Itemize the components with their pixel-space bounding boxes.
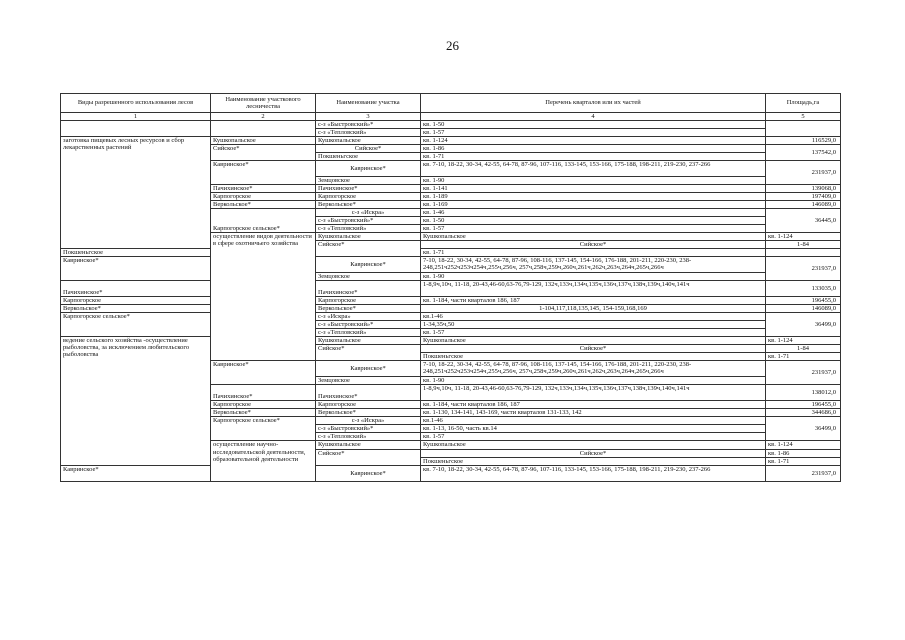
- quarters-cell: кв. 1-57: [421, 129, 766, 137]
- column-number: 5: [766, 113, 841, 121]
- plot-cell: Кушкопальское: [421, 441, 766, 449]
- forestry-cell: Карпогорское сельское*: [211, 209, 316, 233]
- forestry-cell: Кавринское*: [211, 361, 316, 385]
- header-use-type: Виды разрешенного использования лесов: [61, 94, 211, 113]
- quarters-cell: кв. 1-71: [421, 249, 766, 257]
- quarters-cell: кв. 1-71: [421, 153, 766, 161]
- header-area: Площадь,га: [766, 94, 841, 113]
- area-cell: 197409,0: [766, 193, 841, 201]
- quarters-cell: 7-10, 18-22, 30-34, 42-55, 64-78, 87-96, 108-116, 137-145, 154-166, 176-188, 201-211, 220-230, 238-248,251ч252ч253ч254ч,255ч,256ч, 257ч,258ч,259ч,260ч,261ч,262ч,263ч,264ч,265ч,266ч: [421, 361, 766, 377]
- quarters-cell: кв. 1-86: [766, 449, 841, 457]
- forestry-cell: Карпогорское сельское*: [211, 417, 316, 441]
- area-cell: 146089,0: [766, 305, 841, 313]
- quarters-cell: кв. 1-124: [766, 337, 841, 345]
- area-cell: 146089,0: [766, 201, 841, 209]
- area-cell: 231937,0: [766, 361, 841, 385]
- area-cell: 231937,0: [766, 257, 841, 281]
- plot-cell: Кушкопальское: [421, 337, 766, 345]
- plot-cell: Кавринское*: [316, 161, 421, 177]
- quarters-cell: кв. 1-124: [421, 137, 766, 145]
- forestry-cell: Сийское*: [211, 145, 316, 161]
- plot-cell: с-з «Быстровский»*: [316, 425, 421, 433]
- plot-cell: Веркольское*: [316, 305, 421, 313]
- area-cell: 196455,0: [766, 401, 841, 409]
- quarters-cell: 1-8,9ч,10ч, 11-18, 20-43,46-60,63-76,79-129, 132ч,133ч,134ч,135ч,136ч,137ч,138ч,139ч,140ч,141ч: [421, 281, 766, 297]
- quarters-cell: кв. 1-57: [421, 433, 766, 441]
- forestry-cell: [211, 121, 316, 137]
- quarters-cell: кв. 1-50: [421, 121, 766, 129]
- plot-cell: Кушкопальское: [421, 233, 766, 241]
- forestry-cell: Сийское*: [316, 345, 421, 361]
- quarters-cell: кв. 1-184, части кварталов 186, 187: [421, 297, 766, 305]
- table-row: [61, 137, 841, 145]
- header-row: [61, 94, 841, 113]
- area-cell: 36445,0: [766, 209, 841, 233]
- column-number-row: [61, 113, 841, 121]
- plot-cell: Пачихинское*: [316, 385, 421, 401]
- plot-cell: Сийское*: [421, 345, 766, 353]
- use-type-cell: заготовка пищевых лесных ресурсов и сбор лекарственных растений: [61, 137, 211, 249]
- plot-cell: Кушкопальское: [316, 137, 421, 145]
- plot-cell: Сийское*: [316, 145, 421, 153]
- quarters-cell: 7-10, 18-22, 30-34, 42-55, 64-78, 87-96, 108-116, 137-145, 154-166, 176-188, 201-211, 220-230, 238-248,251ч252ч253ч254ч,255ч,256ч, 257ч,258ч,259ч,260ч,261ч,262ч,263ч,264ч,265ч,266ч: [421, 257, 766, 273]
- forestry-cell: Веркольское*: [211, 409, 316, 417]
- table-row: [61, 305, 841, 313]
- quarters-cell: 1-84: [766, 345, 841, 353]
- plot-cell: Земцовское: [316, 377, 421, 385]
- column-number: 3: [316, 113, 421, 121]
- plot-cell: Земцовское: [316, 273, 421, 281]
- quarters-cell: кв. 7-10, 18-22, 30-34, 42-55, 64-78, 87-96, 107-116, 133-145, 153-166, 175-188, 198-211, 219-230, 237-266: [421, 161, 766, 177]
- forestry-cell: Карпогорское: [61, 297, 211, 305]
- quarters-cell: кв. 1-86: [421, 145, 766, 153]
- quarters-cell: кв. 1-184, части кварталов 186, 187: [421, 401, 766, 409]
- plot-cell: с-з «Быстровский»*: [316, 217, 421, 225]
- area-cell: 36499,0: [766, 417, 841, 441]
- area-cell: 137542,0: [766, 145, 841, 161]
- forestry-cell: Пачихинское*: [211, 185, 316, 193]
- quarters-cell: кв. 1-71: [766, 353, 841, 361]
- quarters-cell: кв. 1-50: [421, 217, 766, 225]
- area-cell: 344686,0: [766, 409, 841, 417]
- plot-cell: Веркольское*: [316, 201, 421, 209]
- plot-cell: с-з «Искра»: [316, 417, 421, 425]
- area-cell: 116529,0: [766, 137, 841, 145]
- quarters-cell: 1-84: [766, 241, 841, 249]
- forestry-cell: Кушкопальское: [316, 337, 421, 345]
- page-number: 26: [446, 38, 459, 53]
- forest-use-table: [60, 93, 841, 482]
- quarters-cell: кв. 1-189: [421, 193, 766, 201]
- plot-cell: Кавринское*: [316, 361, 421, 377]
- column-number: 2: [211, 113, 316, 121]
- quarters-cell: 1-8,9ч,10ч, 11-18, 20-43,46-60,63-76,79-129, 132ч,133ч,134ч,135ч,136ч,137ч,138ч,139ч,140ч,141ч: [421, 385, 766, 401]
- forestry-cell: Кушкопальское: [316, 233, 421, 241]
- use-type-cell: ведение сельского хозяйства -осуществление рыболовства, за исключением любительского рыболовства: [61, 337, 211, 465]
- forestry-cell: Кавринское*: [61, 465, 211, 481]
- quarters-cell: кв.1-46: [421, 313, 766, 321]
- plot-cell: Пачихинское*: [316, 281, 421, 297]
- forestry-cell: Кушкопальское: [316, 441, 421, 449]
- plot-cell: Кавринское*: [316, 465, 421, 481]
- column-number: 4: [421, 113, 766, 121]
- forestry-cell: Кавринское*: [61, 257, 211, 281]
- area-cell: 231937,0: [766, 465, 841, 481]
- plot-cell: с-з «Тепловский»: [316, 129, 421, 137]
- plot-cell: Покшеньгское: [61, 249, 211, 257]
- table-row: [61, 249, 841, 257]
- area-cell: 36499,0: [766, 313, 841, 337]
- area-cell: 133035,0: [766, 281, 841, 297]
- forestry-cell: Сийское*: [316, 449, 421, 465]
- quarters-cell: кв. 1-13, 16-50, часть кв.14: [421, 425, 766, 433]
- quarters-cell: 1-104,117,118,135,145, 154-159,168,169: [421, 305, 766, 313]
- quarters-cell: кв. 1-90: [421, 177, 766, 185]
- quarters-cell: кв. 1-141: [421, 185, 766, 193]
- quarters-cell: кв. 1-130, 134-141, 143-169, части кварталов 131-133, 142: [421, 409, 766, 417]
- plot-cell: Покшеньгское: [421, 457, 766, 465]
- plot-cell: с-з «Тепловский»: [316, 225, 421, 233]
- forestry-cell: Карпогорское: [211, 193, 316, 201]
- use-type-cell: осуществление научно-исследовательской деятельности, образовательной деятельности: [211, 441, 316, 481]
- area-cell: 196455,0: [766, 297, 841, 305]
- quarters-cell: кв. 1-57: [421, 225, 766, 233]
- table-row: [61, 465, 841, 481]
- column-number: 1: [61, 113, 211, 121]
- area-cell: [766, 121, 841, 137]
- header-plot: Наименование участка: [316, 94, 421, 113]
- table-row: [61, 257, 841, 273]
- use-type-cell: [61, 121, 211, 137]
- plot-cell: Сийское*: [421, 241, 766, 249]
- quarters-cell: кв. 1-169: [421, 201, 766, 209]
- plot-cell: Покшеньгское: [421, 353, 766, 361]
- quarters-cell: кв. 1-124: [766, 441, 841, 449]
- plot-cell: Покшеньгское: [316, 153, 421, 161]
- plot-cell: Веркольское*: [316, 409, 421, 417]
- forestry-cell: Пачихинское*: [61, 281, 211, 297]
- quarters-cell: кв. 1-124: [766, 233, 841, 241]
- quarters-cell: кв. 1-90: [421, 377, 766, 385]
- table-row: [61, 297, 841, 305]
- forestry-cell: Веркольское*: [61, 305, 211, 313]
- plot-cell: с-з «Тепловский»: [316, 433, 421, 441]
- forestry-cell: Кушкопальское: [211, 137, 316, 145]
- plot-cell: Карпогорское: [316, 193, 421, 201]
- quarters-cell: 1-34,35ч,50: [421, 321, 766, 329]
- header-quarters: Перечень кварталов или их частей: [421, 94, 766, 113]
- forestry-cell: Карпогорское сельское*: [61, 313, 211, 337]
- plot-cell: Пачихинское*: [316, 185, 421, 193]
- plot-cell: с-з «Искра»: [316, 313, 421, 321]
- plot-cell: Земцовское: [316, 177, 421, 185]
- area-cell: 231937,0: [766, 161, 841, 185]
- table-row: [61, 313, 841, 321]
- quarters-cell: кв. 1-90: [421, 273, 766, 281]
- forestry-cell: Пачихинское*: [211, 385, 316, 401]
- area-cell: 139068,0: [766, 185, 841, 193]
- header-forestry: Наименование участкового лесничества: [211, 94, 316, 113]
- forestry-cell: Веркольское*: [211, 201, 316, 209]
- forestry-cell: Кавринское*: [211, 161, 316, 185]
- table-row: [61, 337, 841, 345]
- plot-cell: с-з «Тепловский»: [316, 329, 421, 337]
- plot-cell: Карпогорское: [316, 297, 421, 305]
- use-type-cell: осуществление видов деятельности в сфере охотничьего хозяйства: [211, 233, 316, 361]
- quarters-cell: кв.1-46: [421, 417, 766, 425]
- plot-cell: Карпогорское: [316, 401, 421, 409]
- table-row: [61, 281, 841, 297]
- area-cell: 138012,0: [766, 385, 841, 401]
- quarters-cell: кв. 7-10, 18-22, 30-34, 42-55, 64-78, 87-96, 107-116, 133-145, 153-166, 175-188, 198-211, 219-230, 237-266: [421, 465, 766, 481]
- quarters-cell: кв. 1-57: [421, 329, 766, 337]
- quarters-cell: кв. 1-71: [766, 457, 841, 465]
- plot-cell: с-з «Быстровский»*: [316, 321, 421, 329]
- plot-cell: с-з «Искра»: [316, 209, 421, 217]
- table-row: [61, 121, 841, 129]
- plot-cell: Сийское*: [421, 449, 766, 457]
- plot-cell: Кавринское*: [316, 257, 421, 273]
- forestry-cell: Карпогорское: [211, 401, 316, 409]
- plot-cell: с-з «Быстровский»*: [316, 121, 421, 129]
- forestry-cell: Сийское*: [316, 241, 421, 257]
- quarters-cell: кв. 1-46: [421, 209, 766, 217]
